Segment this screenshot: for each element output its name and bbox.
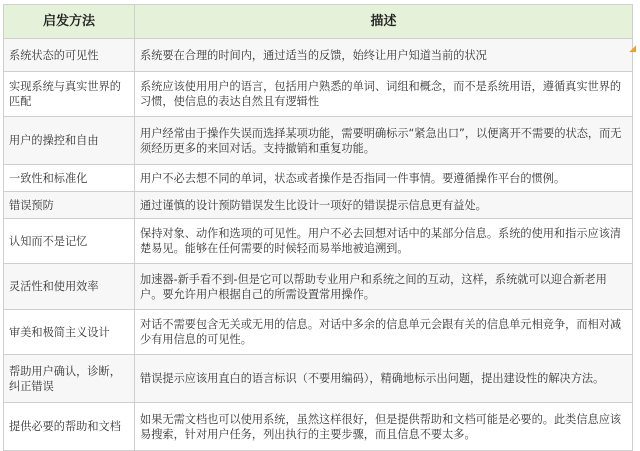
description-cell: 对话不需要包含无关或无用的信息。对话中多余的信息单元会跟有关的信息单元相竞争，而相对减少有用信息的可见性。: [135, 310, 633, 355]
heuristics-table: [3, 4, 633, 451]
method-cell: 错误预防: [4, 192, 135, 219]
method-cell: 灵活性和使用效率: [4, 264, 135, 310]
method-cell: 认知而不是记忆: [4, 219, 135, 264]
description-cell: 错误提示应该用直白的语言标识（不要用编码），精确地标示出问题，提出建设性的解决方法。: [135, 355, 633, 403]
method-cell: 审美和极简主义设计: [4, 310, 135, 355]
table-row: [4, 264, 633, 310]
corner-mark-icon: ◢: [629, 44, 636, 54]
description-cell: 保持对象、动作和选项的可见性。用户不必去回想对话中的某部分信息。系统的使用和指示应该清楚易见。能够在任何需要的时候轻而易举地被追溯到。: [135, 219, 633, 264]
description-cell: 通过谨慎的设计预防错误发生比设计一项好的错误提示信息更有益处。: [135, 192, 633, 219]
table-row: [4, 310, 633, 355]
method-cell: 系统状态的可见性: [4, 39, 135, 72]
table-body: [4, 39, 633, 451]
table-row: [4, 192, 633, 219]
method-cell: 用户的操控和自由: [4, 117, 135, 165]
method-cell: 实现系统与真实世界的匹配: [4, 72, 135, 117]
description-cell: 如果无需文档也可以使用系统，虽然这样很好，但是提供帮助和文档可能是必要的。此类信息应该易搜索，针对用户任务，列出执行的主要步骤，而且信息不要太多。: [135, 403, 633, 451]
header-method: 启发方法: [4, 5, 135, 39]
table-row: [4, 117, 633, 165]
table-row: [4, 403, 633, 451]
description-cell: 加速器-新手看不到-但是它可以帮助专业用户和系统之间的互动，这样，系统就可以迎合新老用户。要允许用户根据自己的所需设置常用操作。: [135, 264, 633, 310]
method-cell: 一致性和标准化: [4, 165, 135, 192]
table-row: [4, 219, 633, 264]
description-cell: 系统应该使用用户的语言，包括用户熟悉的单词、词组和概念，而不是系统用语，遵循真实世界的习惯，使信息的表达自然且有逻辑性: [135, 72, 633, 117]
table-header: [4, 5, 633, 39]
table-row: [4, 39, 633, 72]
description-cell: 用户不必去想不同的单词，状态或者操作是否指同一件事情。要遵循操作平台的惯例。: [135, 165, 633, 192]
table-row: [4, 72, 633, 117]
description-cell: 用户经常由于操作失误而选择某项功能，需要明确标示“紧急出口”，以便离开不需要的状态，而无须经历更多的来回对话。支持撤销和重复功能。: [135, 117, 633, 165]
description-cell: 系统要在合理的时间内，通过适当的反馈，始终让用户知道当前的状况: [135, 39, 633, 72]
method-cell: 帮助用户确认，诊断，纠正错误: [4, 355, 135, 403]
header-description: 描述: [135, 5, 633, 39]
table-row: [4, 355, 633, 403]
method-cell: 提供必要的帮助和文档: [4, 403, 135, 451]
table-row: [4, 165, 633, 192]
header-row: [4, 5, 633, 39]
